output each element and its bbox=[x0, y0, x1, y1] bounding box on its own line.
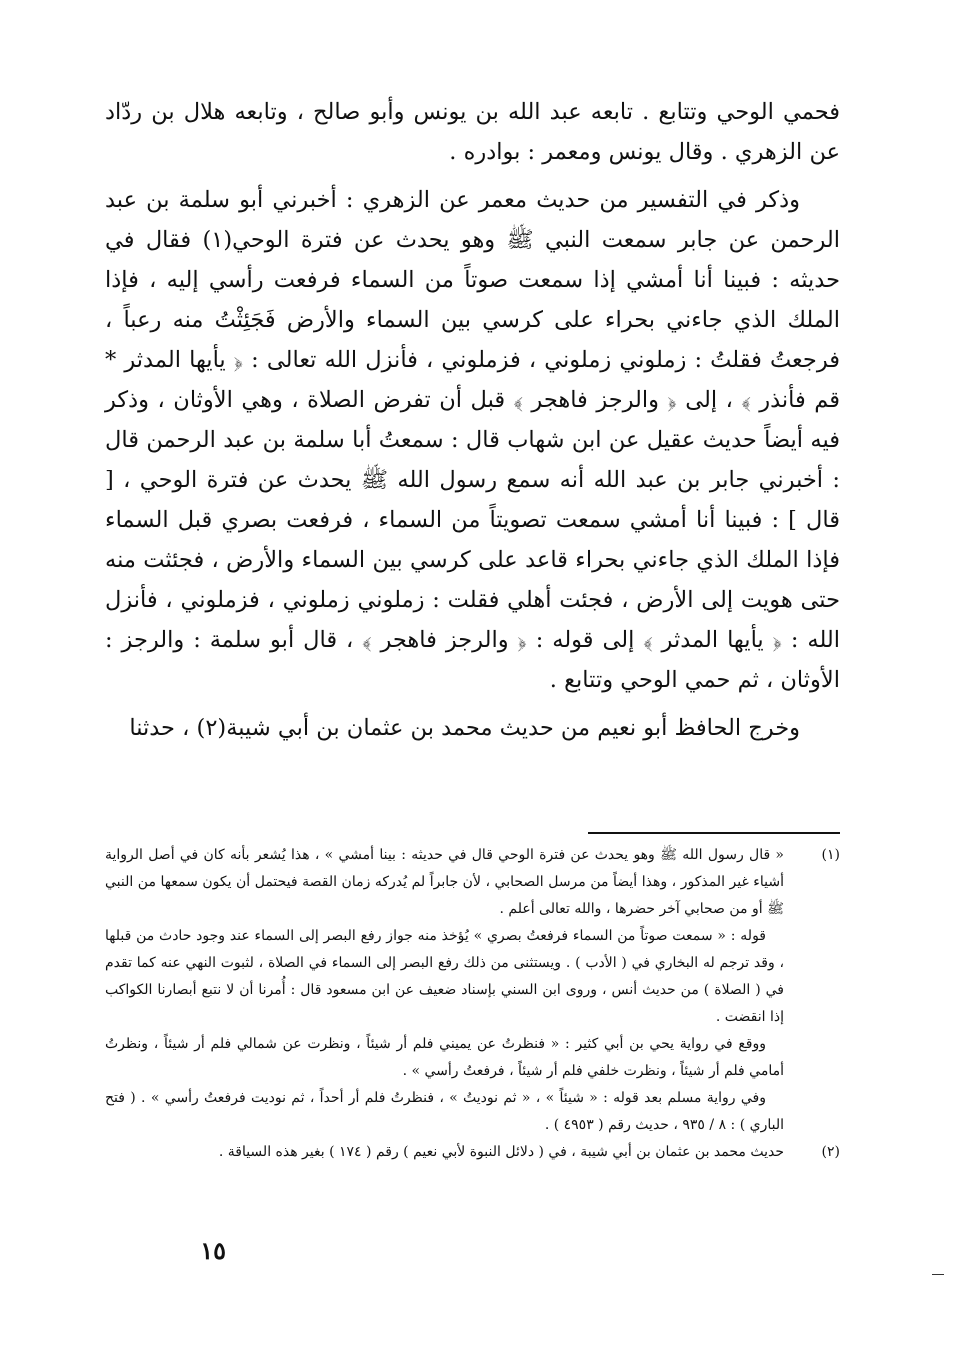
paragraph: فحمي الوحي وتتابع . تابعه عبد الله بن يونس وأبو صالح ، وتابعه هلال بن ردّاد عن الزهري . وقال يونس ومعمر : بوادره . bbox=[105, 99, 840, 165]
footnote-2 bbox=[105, 1139, 840, 1166]
footnote-1 bbox=[105, 842, 840, 1139]
footnote-paragraph: حديث محمد بن عثمان بن أبي شيبة ، في ( دلائل النبوة لأبي نعيم ) رقم ( ١٧٤ ) بغير هذه السياقة . bbox=[218, 1144, 784, 1160]
scan-edge-mark bbox=[932, 1274, 944, 1275]
footnote-number: (٢) bbox=[821, 1144, 840, 1160]
paragraph: وخرج الحافظ أبو نعيم من حديث محمد بن عثمان بن أبي شيبة(٢) ، حدثنا bbox=[129, 715, 800, 741]
page-number: ١٥ bbox=[200, 1236, 226, 1265]
main-text bbox=[105, 92, 840, 748]
footnote-paragraph: قوله : « سمعت صوتاً من السماء فرفعتُ بصري » يُؤخذ منه جواز رفع البصر إلى السماء عند وجود حادث من قبلها ، وقد ترجم له البخاري في ( الأدب ) . ويستثنى من ذلك رفع البصر إلى السماء في الصلاة ، لثبوت النهي عنه كما تقدم في ( الصلاة ) من حديث أنس ، وروى ابن السني بإسناد ضعيف عن ابن مسعود قال : أُمرنا أن لا نتبع أبصارنا الكواكب إذا انقضت . bbox=[105, 928, 784, 1025]
paragraph: وذكر في التفسير من حديث معمر عن الزهري : أخبرني أبو سلمة بن عبد الرحمن عن جابر سمعت النبي ﷺ وهو يحدث عن فترة الوحي(١) فقال في حديثه : فبينا أنا أمشي إذا سمعت صوتاً من السماء فرفعت رأسي إليه ، فإذا الملك الذي جاءني بحراء على كرسي بين السماء والأرض فَجَئِثْتُ منه رعباً ، فرجعتُ فقلتُ : زملوني زملوني ، فزملوني ، فأنزل الله تعالى : ﴿ يأيها المدثر * قم فأنذر ﴾ ، إلى ﴿ والرجز فاهجر ﴾ قبل أن تفرض الصلاة ، وهي الأوثان ، وذكر فيه أيضاً حديث عقيل عن ابن شهاب قال : سمعتُ أبا سلمة بن عبد الرحمن قال : أخبرني جابر بن عبد الله أنه سمع رسول الله ﷺ يحدث عن فترة الوحي ، [ قال ] : فبينا أنا أمشي سمعت تصويتاً من السماء ، فرفعت بصري قبل السماء فإذا الملك الذي جاءني بحراء قاعد على كرسي بين السماء والأرض ، فجئثت منه حتى هويت إلى الأرض ، فجئت أهلي فقلت : زملوني زملوني ، فزملوني ، فأنزل الله : ﴿ يأيها المدثر ﴾ إلى قوله : ﴿ والرجز فاهجر ﴾ ، قال أبو سلمة : والرجز : الأوثان ، ثم حمي الوحي وتتابع . bbox=[105, 187, 840, 693]
footnote-divider bbox=[588, 832, 840, 834]
page-content bbox=[105, 92, 840, 1160]
footnote-paragraph: وفي رواية مسلم بعد قوله : « شيئاً » ، « ثم نوديتُ » ، فنظرتُ فلم أر أحداً ، ثم نوديت فرفعتُ رأسي » . ( فتح الباري ) : ٨ / ٩٣٥ ، حديث رقم ( ٤٩٥٣ ) . bbox=[105, 1090, 784, 1133]
footnote-number: (١) bbox=[821, 847, 840, 863]
footnote-paragraph: « قال رسول الله ﷺ وهو يحدث عن فترة الوحي قال في حديثه : بينا أمشي » ، هذا يُشعر بأنه كان في أصل الرواية أشياء غير المذكور ، وهذا أيضاً من مرسل الصحابي ، لأن جابراً لم يُدركه زمان القصة فيحتمل أن يكون سمعها من النبي ﷺ أو من صحابي آخر حضرها ، والله تعالى أعلم . bbox=[105, 847, 784, 917]
footnote-paragraph: ووقع في رواية يحي بن أبي كثير : « فنظرتُ عن يميني فلم أر شيئاً ، ونظرت عن شمالي فلم أر شيئاً ، ونظرتُ أمامي فلم أر شيئاً ، ونظرت خلفي فلم أر شيئاً ، فرفعتُ رأسي » . bbox=[105, 1036, 784, 1079]
footnotes bbox=[105, 842, 840, 1166]
